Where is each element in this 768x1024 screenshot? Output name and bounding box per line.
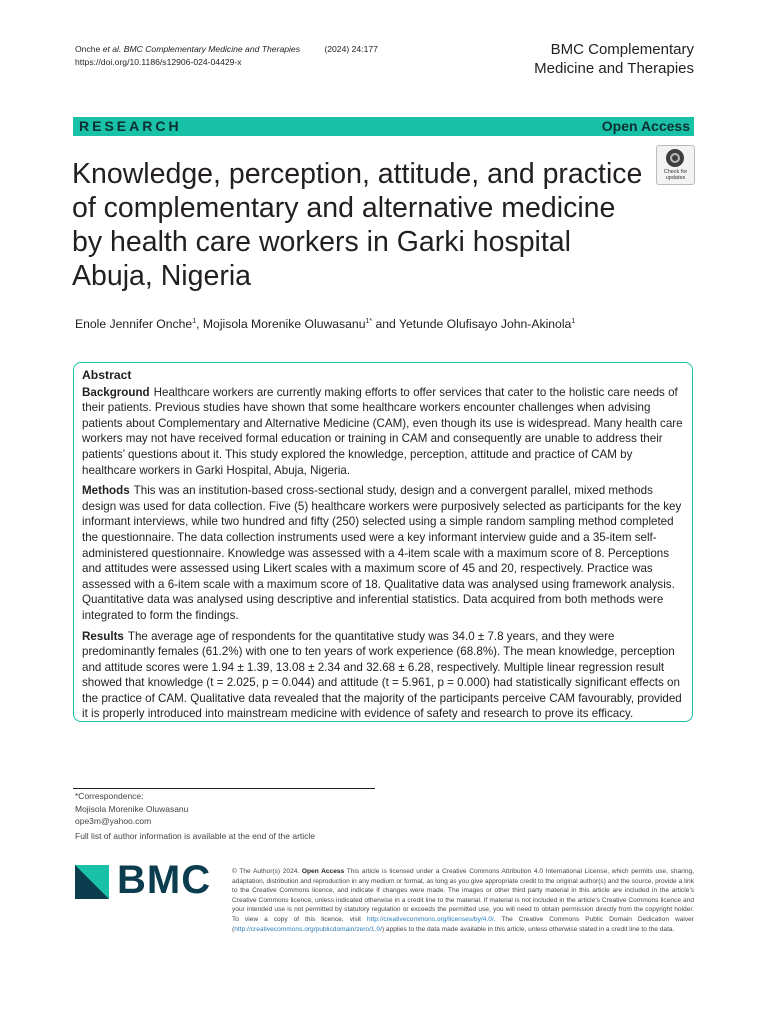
abstract-background (82, 385, 684, 479)
section-text: This was an institution-based cross-sectional study, design and a convergent parallel, mixed methods design was used for data collection. Five (5) healthcare workers were purposively selected as participants for the key informant interviews, while two hundred and fifty (250) selected using a simple random sampling method completed the questionnaire. The data collection instruments used were a key informant interview guide and a 35-item self-administered questionnaire. Knowledge was assessed with a 4-item scale with a maximum score of 8. Perceptions and attitudes were assessed using Likert scales with a maximum score of 45 and 20, respectively. Practice was assessed with a 6-item scale with a maximum score of 18. Qualitative data was analysed using framework analysis. Quantitative data was analysed using descriptive and inferential statistics. Data acquired from both methods were integrated to form the findings. (82, 484, 682, 622)
section-text: The average age of respondents for the quantitative study was 34.0 ± 7.8 years, and they were predominantly females (61.2%) with one to ten years of work experience (68.8%). The mean knowledge, perception and attitude scores were 1.94 ± 1.39, 13.08 ± 2.34 and 32.68 ± 6.28, respectively. Multiple linear regression result showed that knowledge (t = 2.025, p = 0.044) and attitude (t = 5.961, p = 0.000) had statistically significant effects on the practice of CAM. Qualitative data revealed that the majority of the participants perceive CAM favourably, provided it is properly introduced into mainstream medicine with evidence of safety and research to prove its efficacy. (82, 629, 682, 721)
copyright-notice: © The Author(s) 2024. (232, 868, 300, 875)
citation-volume: (2024) 24:177 (324, 44, 378, 54)
section-label: Background (82, 385, 150, 399)
article-type-label: RESEARCH (79, 118, 182, 134)
license-link-cc-by[interactable]: http://creativecommons.org/licenses/by/4.0/ (366, 915, 494, 923)
license-body-3: ) applies to the data made available in this article, unless otherwise stated in a credit line to the data. (381, 925, 675, 933)
section-label: Results (82, 629, 124, 643)
correspondence-name: Mojisola Morenike Oluwasanu (75, 803, 189, 814)
journal-name-line2: Medicine and Therapies (534, 60, 694, 77)
check-for-updates-button[interactable] (656, 145, 695, 185)
abstract-heading: Abstract (82, 368, 132, 382)
author-separator: and (372, 317, 399, 331)
author-info-note: Full list of author information is available at the end of the article (75, 831, 316, 841)
journal-name (534, 40, 694, 78)
author-list (75, 317, 575, 331)
abstract-content (82, 368, 684, 727)
bmc-logo-text: BMC (117, 858, 212, 902)
check-updates-line2: updates (665, 175, 686, 181)
abstract-results (82, 629, 684, 723)
author-name[interactable]: Enole Jennifer Onche (75, 317, 193, 331)
correspondence-email[interactable]: ope3m@yahoo.com (75, 816, 152, 826)
article-type-bar (73, 117, 694, 136)
license-text (232, 867, 694, 934)
citation-header (75, 43, 378, 69)
journal-name-line1: BMC Complementary (550, 41, 694, 58)
check-updates-icon (666, 149, 684, 167)
author-name[interactable]: Yetunde Olufisayo John‑Akinola (399, 317, 572, 331)
correspondence-footnote (75, 790, 188, 828)
footnote-divider (73, 788, 375, 789)
section-text: Healthcare workers are currently making efforts to offer services that cater to the holistic care needs of their patients. Previous studies have shown that some healthcare workers encounter challenges when advising patients about Complementary and Alternative Medicine (CAM), even though its use is widespread. Many health care workers may not have received formal education or training in CAM and consequently are unable to address their patients’ questions about it. This study explored the knowledge, perception, attitude and practice of CAM by healthcare workers in Garki Hospital, Abuja, Nigeria. (82, 385, 683, 477)
check-updates-label (657, 169, 694, 181)
bmc-logo-mark-icon (75, 865, 109, 899)
author-separator: , (196, 317, 203, 331)
correspondence-label: *Correspondence: (75, 791, 144, 801)
citation-journal: et al. BMC Complementary Medicine and Therapies (102, 44, 300, 54)
section-label: Methods (82, 484, 130, 498)
check-updates-line1: Check for (663, 169, 688, 175)
abstract-methods (82, 483, 684, 623)
author-affiliation: 1 (192, 318, 197, 325)
license-open-access: Open Access (301, 868, 345, 875)
abstract-box (73, 362, 693, 722)
doi-link[interactable]: https://doi.org/10.1186/s12906-024-04429-x (75, 57, 242, 67)
bmc-logo-triangle (75, 865, 109, 899)
license-body-2: . The Creative Commons Public Domain Dedication waiver ( (232, 915, 694, 933)
citation-author: Onche (75, 44, 101, 54)
author-name[interactable]: Mojisola Morenike Oluwasanu (202, 317, 366, 331)
author-affiliation: 1* (365, 318, 373, 325)
open-access-label: Open Access (601, 118, 690, 134)
bmc-logo (75, 858, 215, 905)
license-link-cc-zero[interactable]: http://creativecommons.org/publicdomain/zero/1.0/ (234, 925, 382, 933)
article-title: Knowledge, perception, attitude, and practice of complementary and alternative medicine by health care workers in Garki hospital Abuja, Nigeria (72, 158, 643, 292)
author-affiliation: 1 (571, 318, 576, 325)
license-body-1: This article is licensed under a Creative Commons Attribution 4.0 International License, which permits use, sharing, adaptation, distribution and reproduction in any medium or format, as long as you give appropriate credit to the original author(s) and the source, provide a link to the Creative Commons licence, and indicate if changes were made. The images or other third party material in this article are included in the article’s Creative Commons licence, unless indicated otherwise in a credit line to the material. If material is not included in the article’s Creative Commons licence and your intended use is not permitted by statutory regulation or exceeds the permitted use, you will need to obtain permission directly from the copyright holder. To view a copy of this licence, visit (232, 868, 694, 923)
